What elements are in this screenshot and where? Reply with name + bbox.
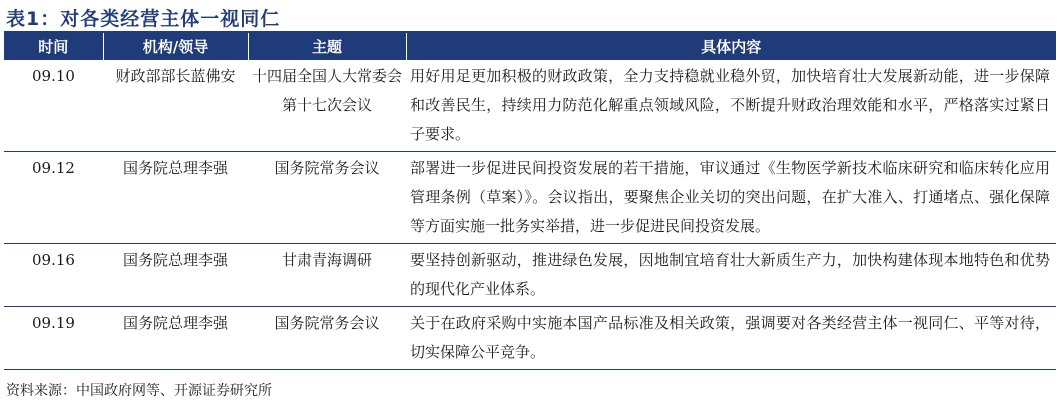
source-note: 资料来源：中国政府网等、开源证券研究所 <box>6 383 272 399</box>
cell-content: 关于在政府采购中实施本国产品标准及相关政策，强调要对各类经营主体一视同仁、平等对待，切实保障公平竞争。 <box>406 307 1056 370</box>
cell-org: 国务院总理李强 <box>103 152 248 244</box>
cell-org: 国务院总理李强 <box>103 244 248 307</box>
policy-table <box>4 33 1056 370</box>
header-date: 时间 <box>4 33 103 60</box>
cell-topic: 甘肃青海调研 <box>248 244 406 307</box>
header-org: 机构/领导 <box>103 33 248 60</box>
cell-topic: 十四届全国人大常委会第十七次会议 <box>251 67 402 114</box>
cell-content: 用好用足更加积极的财政政策，全力支持稳就业稳外贸，加快培育壮大发展新动能，进一步保障和改善民生，持续用力防范化解重点领域风险，不断提升财政治理效能和水平，严格落实过紧日子要求。 <box>410 67 1050 143</box>
table-header-row <box>4 33 1056 60</box>
cell-date: 09.19 <box>4 307 103 370</box>
header-content: 具体内容 <box>406 33 1056 60</box>
cell-date: 09.12 <box>4 152 103 244</box>
table-row <box>4 60 1056 152</box>
cell-content: 部署进一步促进民间投资发展的若干措施，审议通过《生物医学新技术临床研究和临床转化应用管理条例（草案）》。会议指出，要聚焦企业关切的突出问题，在扩大准入、打通堵点、强化保障等方面实施一批务实举措，进一步促进民间投资发展。 <box>406 152 1056 244</box>
cell-topic: 国务院常务会议 <box>248 307 406 370</box>
table-row <box>4 307 1056 370</box>
cell-org: 财政部部长蓝佛安 <box>115 67 236 85</box>
cell-org: 国务院总理李强 <box>103 307 248 370</box>
table-row <box>4 152 1056 244</box>
cell-date: 09.16 <box>4 244 103 307</box>
table-row <box>4 244 1056 307</box>
cell-content: 要坚持创新驱动，推进绿色发展，因地制宜培育壮大新质生产力，加快构建体现本地特色和优势的现代化产业体系。 <box>406 244 1056 307</box>
cell-topic: 国务院常务会议 <box>248 152 406 244</box>
header-topic: 主题 <box>248 33 406 60</box>
table-title: 表1：对各类经营主体一视同仁 <box>6 8 281 30</box>
cell-date: 09.10 <box>32 67 75 85</box>
